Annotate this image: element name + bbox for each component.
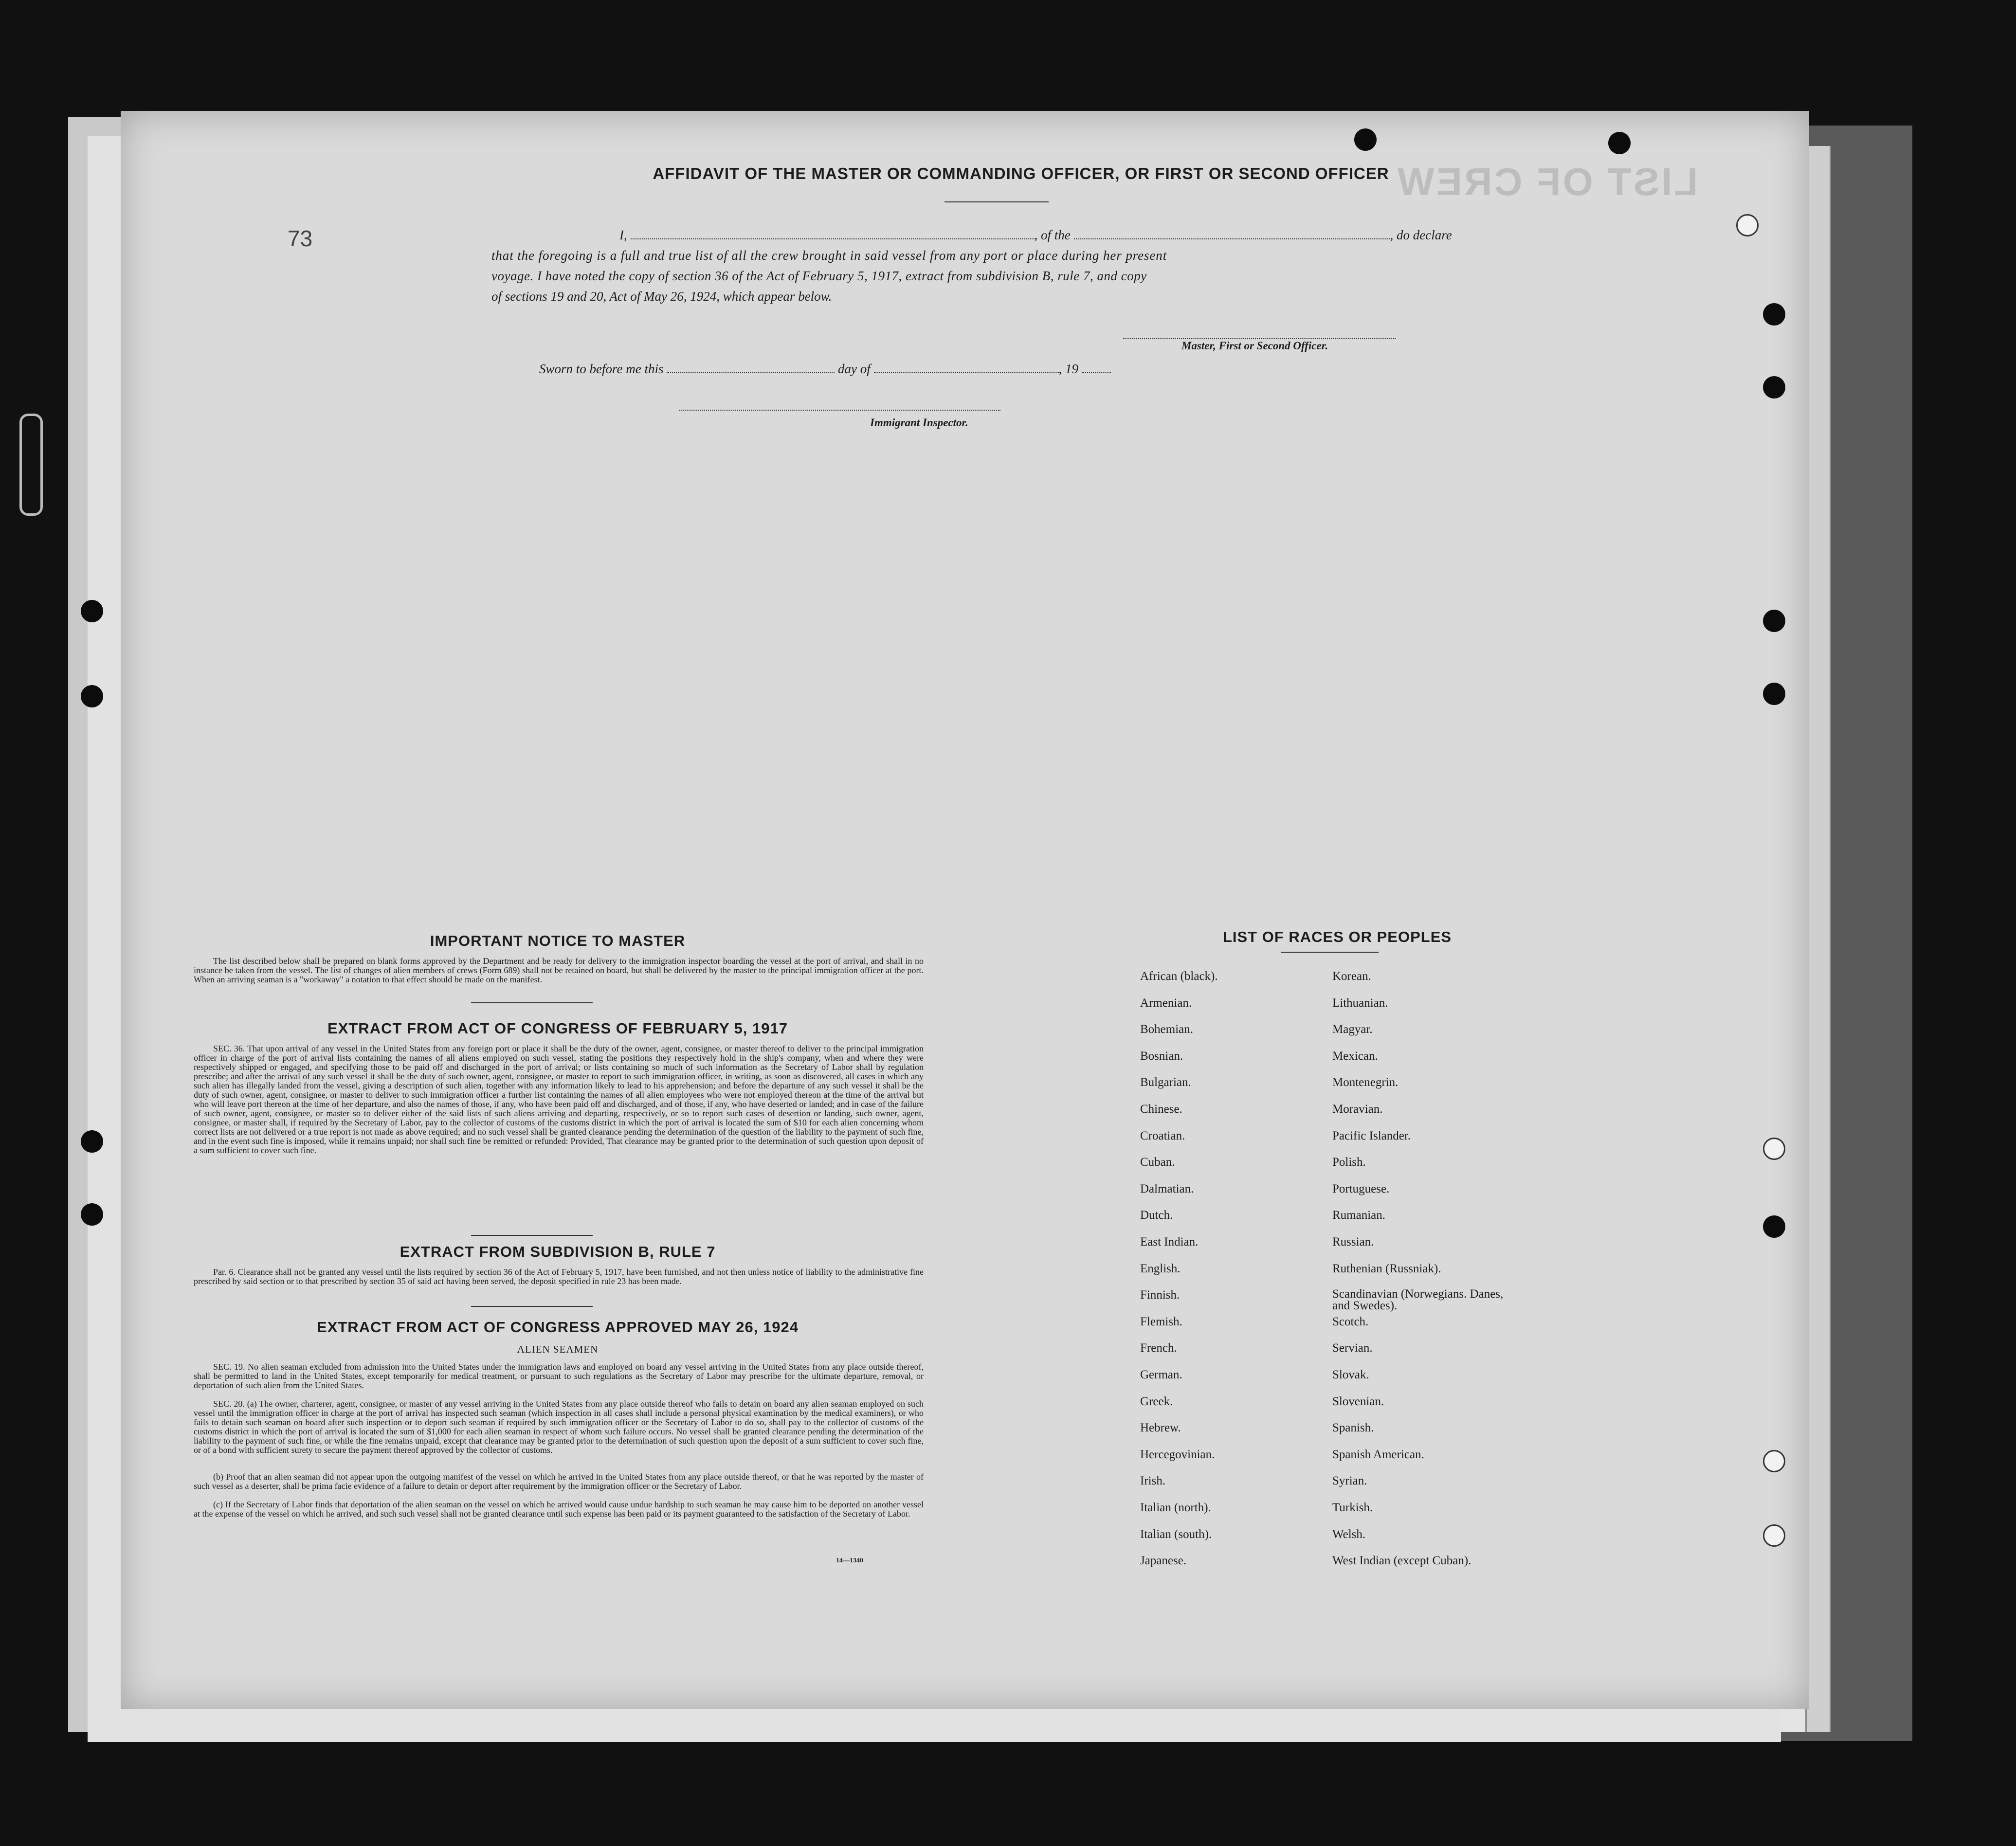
race-item: Spanish American. (1332, 1448, 1424, 1461)
race-item: Polish. (1332, 1156, 1366, 1169)
race-item: Japanese. (1140, 1554, 1187, 1568)
race-item: Greek. (1140, 1394, 1173, 1408)
punch-hole (1763, 683, 1785, 705)
section-20a-body: SEC. 20. (a) The owner, charterer, agent, consignee, or master of any vessel arriving in the United States from any place outside thereof who fails to detain on board any alien seaman employed on such vessel until the immigration officer in charge at the port of arrival has inspected such seaman (which inspection in all cases shall include a personal physical examination by the medical examiners), or who fails to detain such seaman on board after such inspection or to deport such seaman if required by such immigration officer or the Secretary of Labor to do so, shall pay to the collector of customs of the customs district in which the port of arrival is located the sum of $1,000 for each alien seaman in respect of whom such failure occurs. No vessel shall be granted clearance pending the determination of the liability to the payment of such fine, or while the fine remains unpaid, except that clearance may be granted prior to the determination of such question upon the deposit of a sum sufficient to cover such fine, or of a bond with sufficient surety to secure the payment thereof approved by the collector of customs. (194, 1399, 924, 1455)
race-item: Spanish. (1332, 1421, 1374, 1435)
race-item: Ruthenian (Russniak). (1332, 1262, 1441, 1275)
race-item: Slovenian. (1332, 1394, 1384, 1408)
subdivision-title: EXTRACT FROM SUBDIVISION B, RULE 7 (400, 1243, 716, 1260)
punch-hole (81, 1130, 103, 1153)
section-19-body: SEC. 19. No alien seaman excluded from admission into the United States under the immigration laws and employed on board any vessel arriving in the United States from any place outside thereof, shall be permitted to land in the United States, except temporarily for medical treatment, or pursuant to such regulations as the Secretary of Labor may prescribe for the ultimate departure, removal, or deportation of such alien from the United States. (194, 1362, 924, 1390)
section-rule (471, 1306, 593, 1307)
punch-hole (1608, 132, 1631, 154)
sworn-day-blank[interactable] (667, 363, 835, 373)
sworn-label: Sworn to before me this (539, 362, 664, 376)
sworn-month-blank[interactable] (874, 363, 1059, 373)
punch-hole (1763, 610, 1785, 632)
extract-1924-title: EXTRACT FROM ACT OF CONGRESS APPROVED MAY 26, 1924 (317, 1319, 799, 1336)
punch-hole (1763, 1450, 1785, 1472)
punch-hole (81, 600, 103, 622)
affidavit-line-4: of sections 19 and 20, Act of May 26, 1924, which appear below. (491, 289, 832, 304)
punch-hole (1354, 128, 1377, 151)
inspector-label: Immigrant Inspector. (870, 416, 968, 429)
race-item: African (black). (1140, 970, 1218, 983)
paper-clip (19, 414, 43, 516)
race-item: Rumanian. (1332, 1209, 1386, 1222)
alien-seamen-subtitle: ALIEN SEAMEN (517, 1343, 599, 1355)
extract-1917-body: SEC. 36. That upon arrival of any vessel in the United States from any foreign port or place it shall be the duty of the owner, agent, consignee, or master thereof to deliver to the principal immigration officer in charge of the port of arrival lists containing the names of all aliens employed on such vessel, stating the positions they respectively hold in the ship's company, when and where they were respectively shipped or engaged, and specifying those to be paid off and discharged in the port of arrival; or lists containing so much of such information as the Secretary of Labor shall by regulation prescribe; and after the arrival of any such vessel it shall be the duty of such owner, agent, consignee, or master to report to such immigration officer, in writing, as soon as discovered, all cases in which any such alien has illegally landed from the vessel, giving a description of such alien, together with any information likely to lead to his apprehension; and before the departure of any such vessel it shall be the duty of such owner, agent, consignee, or master to deliver to such immigration officer a further list containing the names of all alien employees who were not employed thereon at the time of the arrival but who will leave port thereon at the time of her departure, and also the names of those, if any, who have been paid off and discharged, and of those, if any, who have deserted or landed; and in case of the failure of such owner, agent, consignee, or master so to deliver either of the said lists of such aliens arriving and departing, respectively, or so to report such cases of desertion or landing, such owner, agent, consignee, or master shall, if required by the Secretary of Labor, pay to the collector of customs of the customs district in which the port of arrival is located the sum of $10 for each alien concerning whom correct lists are not delivered or a true report is not made as above required; and no such vessel shall be granted clearance pending the determination of the question of the liability to the payment of such fine, and in the event such fine is imposed, while it remains unpaid; nor shall such fine be remitted or refunded: Provided, That clearance may be granted prior to the determination of such question upon deposit of a sum sufficient to cover such fine. (194, 1044, 924, 1155)
extract-1917-title: EXTRACT FROM ACT OF CONGRESS OF FEBRUARY 5, 1917 (327, 1020, 788, 1037)
affidavit-line-2: that the foregoing is a full and true list of all the crew brought in said vessel from any port or place during her present (491, 248, 1167, 263)
master-signature-blank[interactable] (1123, 337, 1396, 339)
race-item: Moravian. (1332, 1103, 1383, 1116)
race-item: Dalmatian. (1140, 1182, 1194, 1195)
year-label: , 19 (1058, 362, 1078, 376)
punch-hole (81, 685, 103, 707)
race-item: Lithuanian. (1332, 996, 1388, 1010)
races-title-rule (1281, 952, 1379, 953)
race-item: Russian. (1332, 1235, 1374, 1249)
race-item: Hercegovinian. (1140, 1448, 1215, 1461)
race-item: Scandinavian (Norwegians. Danes, and Swedes). (1332, 1287, 1504, 1313)
race-item: Armenian. (1140, 996, 1192, 1010)
section-20b-body: (b) Proof that an alien seaman did not appear upon the outgoing manifest of the vessel on which he arrived in the United States from any place outside thereof, or that he was reported by the master of such vessel as a deserter, shall be prima facie evidence of a failure to detain or deport after requirement by the immigration officer or the Secretary of Labor. (194, 1472, 924, 1491)
do-declare-label: , do declare (1390, 228, 1452, 242)
race-item: Italian (north). (1140, 1501, 1211, 1514)
race-item: Bosnian. (1140, 1049, 1183, 1063)
margin-note: 73 (288, 226, 313, 251)
race-item: Italian (south). (1140, 1527, 1212, 1541)
sworn-year-blank[interactable] (1082, 363, 1111, 373)
punch-hole (1763, 376, 1785, 398)
race-item: Dutch. (1140, 1209, 1173, 1222)
notice-title: IMPORTANT NOTICE TO MASTER (430, 932, 686, 949)
race-item: East Indian. (1140, 1235, 1199, 1249)
title-rule (944, 201, 1049, 202)
subdivision-body: Par. 6. Clearance shall not be granted any vessel until the lists required by section 36 of the Act of February 5, 1917, have been furnished, and not then unless notice of liability to the administrative fine prescribed by said section or to that prescribed by section 35 of said act having been served, the deposit specified in rule 23 has been made. (194, 1267, 924, 1286)
race-item: Magyar. (1332, 1023, 1373, 1036)
race-item: Flemish. (1140, 1315, 1182, 1328)
inspector-signature-blank[interactable] (679, 409, 1000, 411)
race-item: Welsh. (1332, 1527, 1366, 1541)
race-item: German. (1140, 1368, 1182, 1381)
form-number: 14—1340 (836, 1557, 863, 1564)
race-item: English. (1140, 1262, 1181, 1275)
race-item: Scotch. (1332, 1315, 1369, 1328)
vessel-name-blank[interactable] (1074, 230, 1390, 239)
punch-hole (1763, 1524, 1785, 1547)
race-item: Montenegrin. (1332, 1076, 1398, 1089)
race-item: Croatian. (1140, 1129, 1185, 1142)
punch-hole (1736, 214, 1759, 236)
form-page (121, 111, 1809, 1709)
race-item: Bulgarian. (1140, 1076, 1191, 1089)
race-item: Slovak. (1332, 1368, 1369, 1381)
race-item: Irish. (1140, 1474, 1166, 1488)
race-item: Syrian. (1332, 1474, 1367, 1488)
race-item: Hebrew. (1140, 1421, 1181, 1435)
punch-hole (1763, 303, 1785, 326)
race-item: Korean. (1332, 970, 1371, 983)
races-title: LIST OF RACES OR PEOPLES (1222, 928, 1452, 945)
affidavit-declaration-line (537, 228, 1452, 243)
section-20c-body: (c) If the Secretary of Labor finds that deportation of the alien seaman on the vessel on which he arrived would cause undue hardship to such seaman he may cause him to be deported on another vessel at the expense of the vessel on which he arrived, and such such vessel shall not be granted clearance until such expense has been paid or its payment guaranteed to the satisfaction of the Secretary of Labor. (194, 1500, 924, 1519)
race-item: Cuban. (1140, 1156, 1175, 1169)
race-item: Chinese. (1140, 1103, 1182, 1116)
declarant-prefix: I, (619, 228, 627, 242)
declarant-name-blank[interactable] (631, 230, 1035, 239)
race-item: French. (1140, 1341, 1177, 1355)
race-item: Mexican. (1332, 1049, 1378, 1063)
section-rule (471, 1002, 593, 1003)
affidavit-title: AFFIDAVIT OF THE MASTER OR COMMANDING OFFICER, OR FIRST OR SECOND OFFICER (653, 164, 1389, 182)
of-the-label: , of the (1034, 228, 1071, 242)
punch-hole (1763, 1138, 1785, 1160)
race-item: Finnish. (1140, 1288, 1180, 1302)
sworn-line (539, 362, 1111, 377)
affidavit-line-3: voyage. I have noted the copy of section 36 of the Act of February 5, 1917, extract from subdivision B, rule 7, and copy (491, 269, 1147, 283)
race-item: Pacific Islander. (1332, 1129, 1411, 1142)
bleed-through: LIST OF CREW (1396, 160, 1698, 203)
punch-hole (81, 1203, 103, 1226)
notice-body: The list described below shall be prepared on blank forms approved by the Department and be ready for delivery to the immigration inspector boarding the vessel at the port of arrival, and shall in no instance be taken from the vessel. The list of changes of alien members of crews (Form 689) shall not be retained on board, but shall be delivered by the master to the principal immigration officer at the port. When an arriving seaman is a "workaway" a notation to that effect should be made on the manifest. (194, 956, 924, 984)
punch-hole (1763, 1215, 1785, 1238)
race-item: West Indian (except Cuban). (1332, 1554, 1471, 1568)
section-rule (471, 1235, 593, 1236)
race-item: Servian. (1332, 1341, 1373, 1355)
day-of-label: day of (838, 362, 871, 376)
race-item: Bohemian. (1140, 1023, 1194, 1036)
race-item: Portuguese. (1332, 1182, 1390, 1195)
race-item: Turkish. (1332, 1501, 1373, 1514)
master-signature-label: Master, First or Second Officer. (1181, 340, 1328, 352)
